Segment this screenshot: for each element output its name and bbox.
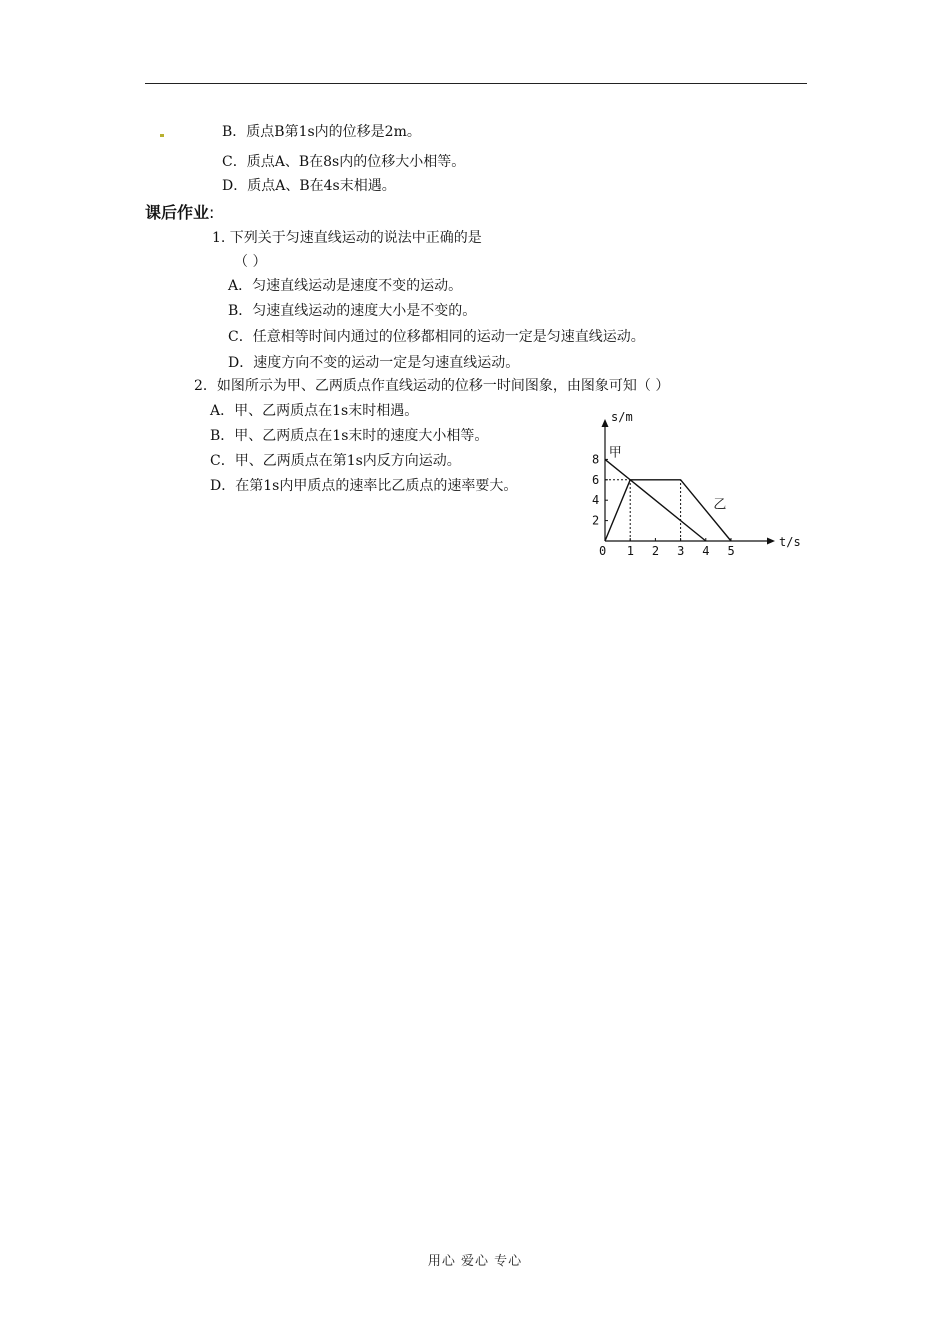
y-axis-label: s/m	[611, 410, 633, 424]
header-rule	[145, 83, 807, 84]
homework-heading-text: 课后作业	[145, 203, 210, 222]
x-tick-label: 4	[702, 544, 710, 558]
q2-option-b: B．甲、乙两质点在1s末时的速度大小相等。	[210, 428, 489, 444]
y-tick-label: 2	[592, 513, 600, 528]
y-tick-label: 4	[592, 493, 600, 508]
scan-mark	[160, 134, 164, 137]
series-label-jia: 甲	[608, 445, 622, 461]
q1-option-d: D．速度方向不变的运动一定是匀速直线运动。	[228, 355, 520, 371]
q1-option-a: A．匀速直线运动是速度不变的运动。	[228, 278, 463, 294]
position-time-chart	[585, 405, 810, 560]
homework-heading	[145, 203, 214, 223]
y-tick-label: 6	[592, 472, 600, 487]
x-tick-label: 5	[727, 544, 735, 558]
prev-option-d: D．质点A、B在4s末相遇。	[222, 178, 396, 194]
series-line-jia	[605, 459, 706, 541]
x-tick-label: 0	[599, 544, 607, 558]
q1-option-c: C．任意相等时间内通过的位移都相同的运动一定是匀速直线运动。	[228, 329, 645, 345]
x-tick-label: 2	[651, 544, 660, 558]
page-footer: 用心 爱心 专心	[427, 1254, 523, 1269]
q1-answer-paren: （ ）	[234, 254, 267, 270]
q2-option-a: A．甲、乙两质点在1s末时相遇。	[210, 403, 419, 419]
x-axis-label: t/s	[779, 535, 801, 549]
homework-heading-colon: :	[209, 203, 215, 222]
x-axis-arrow	[767, 538, 775, 545]
x-tick-label: 3	[677, 544, 685, 558]
q2-stem: 2．如图所示为甲、乙两质点作直线运动的位移一时间图象，由图象可知（ ）	[194, 378, 670, 394]
y-tick-label: 8	[592, 452, 600, 467]
x-tick-label: 1	[626, 544, 634, 558]
q2-option-c: C．甲、乙两质点在第1s内反方向运动。	[210, 453, 461, 469]
prev-option-c: C．质点A、B在8s内的位移大小相等。	[222, 154, 466, 170]
q1-option-b: B．匀速直线运动的速度大小是不变的。	[228, 303, 477, 319]
y-axis-arrow	[602, 419, 609, 427]
prev-option-b: B．质点B第1s内的位移是2m。	[222, 124, 421, 140]
series-label-yi: 乙	[713, 497, 727, 513]
q2-option-d: D．在第1s内甲质点的速率比乙质点的速率要大。	[210, 478, 518, 494]
q1-stem: 1. 下列关于匀速直线运动的说法中正确的是	[212, 230, 482, 246]
